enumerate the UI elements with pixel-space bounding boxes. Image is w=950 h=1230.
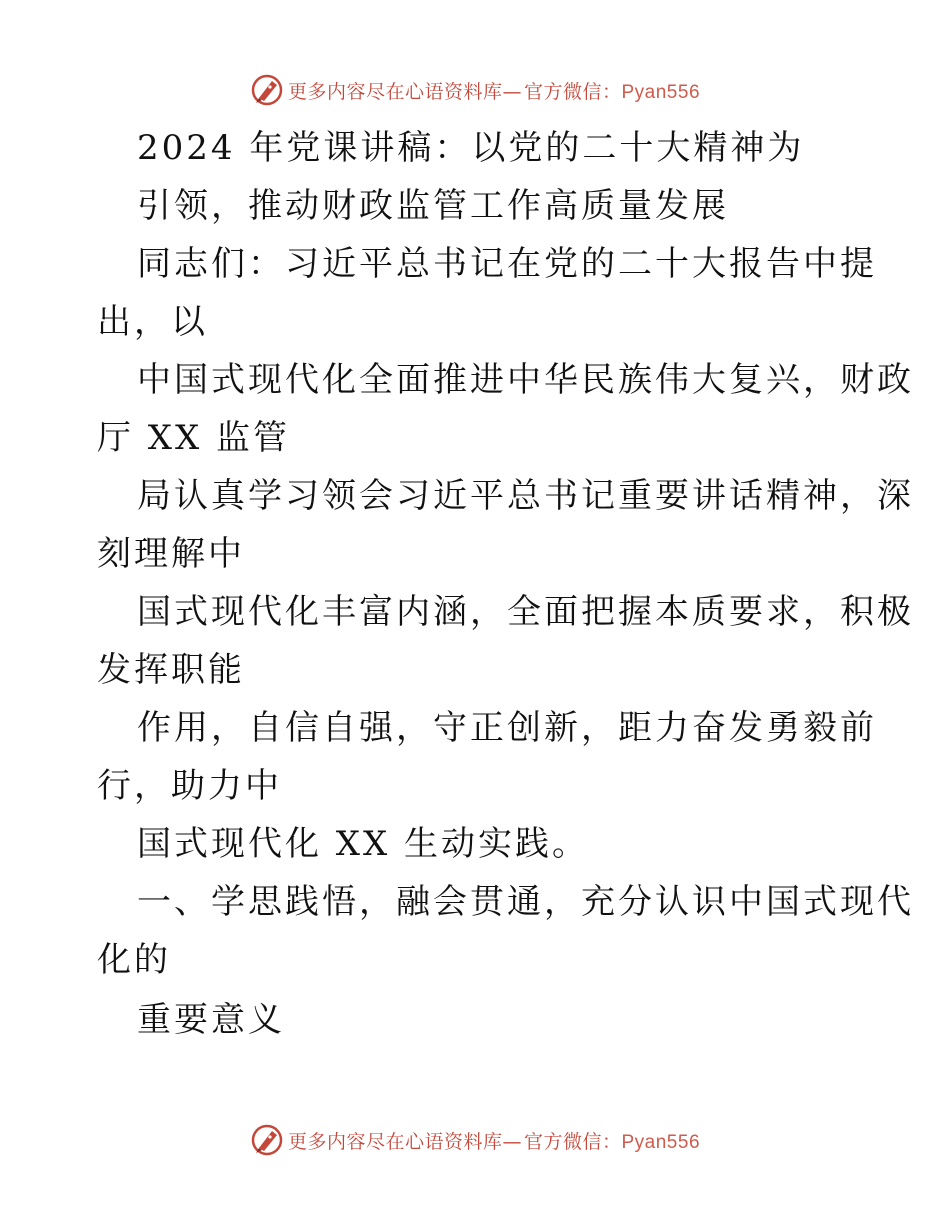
watermark-text [288, 77, 700, 104]
paragraph-line: 中国式现代化全面推进中华民族伟大复兴，财政 [137, 360, 914, 400]
section-heading-line: 一、学思践悟，融会贯通，充分认识中国式现代 [137, 882, 914, 922]
paragraph-line: 国式现代化丰富内涵，全面把握本质要求，积极 [137, 592, 914, 632]
paragraph-line: 作用，自信自强，守正创新，距力奋发勇毅前 [137, 708, 877, 748]
paragraph-line: 发挥职能 [97, 650, 245, 690]
watermark-site: 更多内容尽在心语资料库 [287, 1130, 503, 1153]
watermark-dash: — [502, 80, 522, 103]
watermark-wechat-id: Pyan556 [621, 1131, 701, 1153]
watermark-site: 更多内容尽在心语资料库 [287, 80, 503, 103]
pen-nib-logo-icon [250, 73, 284, 107]
watermark-wechat-id: Pyan556 [621, 81, 701, 103]
paragraph-line: 国式现代化 XX 生动实践。 [137, 824, 590, 864]
paragraph-line: 厅 XX 监管 [97, 418, 291, 458]
footer-watermark [0, 1120, 950, 1160]
paragraph-line: 同志们：习近平总书记在党的二十大报告中提 [137, 244, 877, 284]
paragraph-line: 出，以 [97, 302, 208, 342]
section-heading-line: 重要意义 [137, 1000, 285, 1040]
header-watermark [0, 70, 950, 110]
title-line-1: 2024 年党课讲稿：以党的二十大精神为 [137, 128, 805, 168]
watermark-text [288, 1127, 700, 1154]
paragraph-line: 刻理解中 [97, 534, 245, 574]
watermark-dash: — [502, 1130, 522, 1153]
watermark-wechat-label: 官方微信： [523, 1130, 622, 1153]
watermark-wechat-label: 官方微信： [523, 80, 622, 103]
section-heading-line: 化的 [97, 940, 171, 980]
paragraph-line: 行，助力中 [97, 766, 282, 806]
title-line-2: 引领，推动财政监管工作高质量发展 [137, 186, 729, 226]
paragraph-line: 局认真学习领会习近平总书记重要讲话精神，深 [137, 476, 914, 516]
pen-nib-logo-icon [250, 1123, 284, 1157]
